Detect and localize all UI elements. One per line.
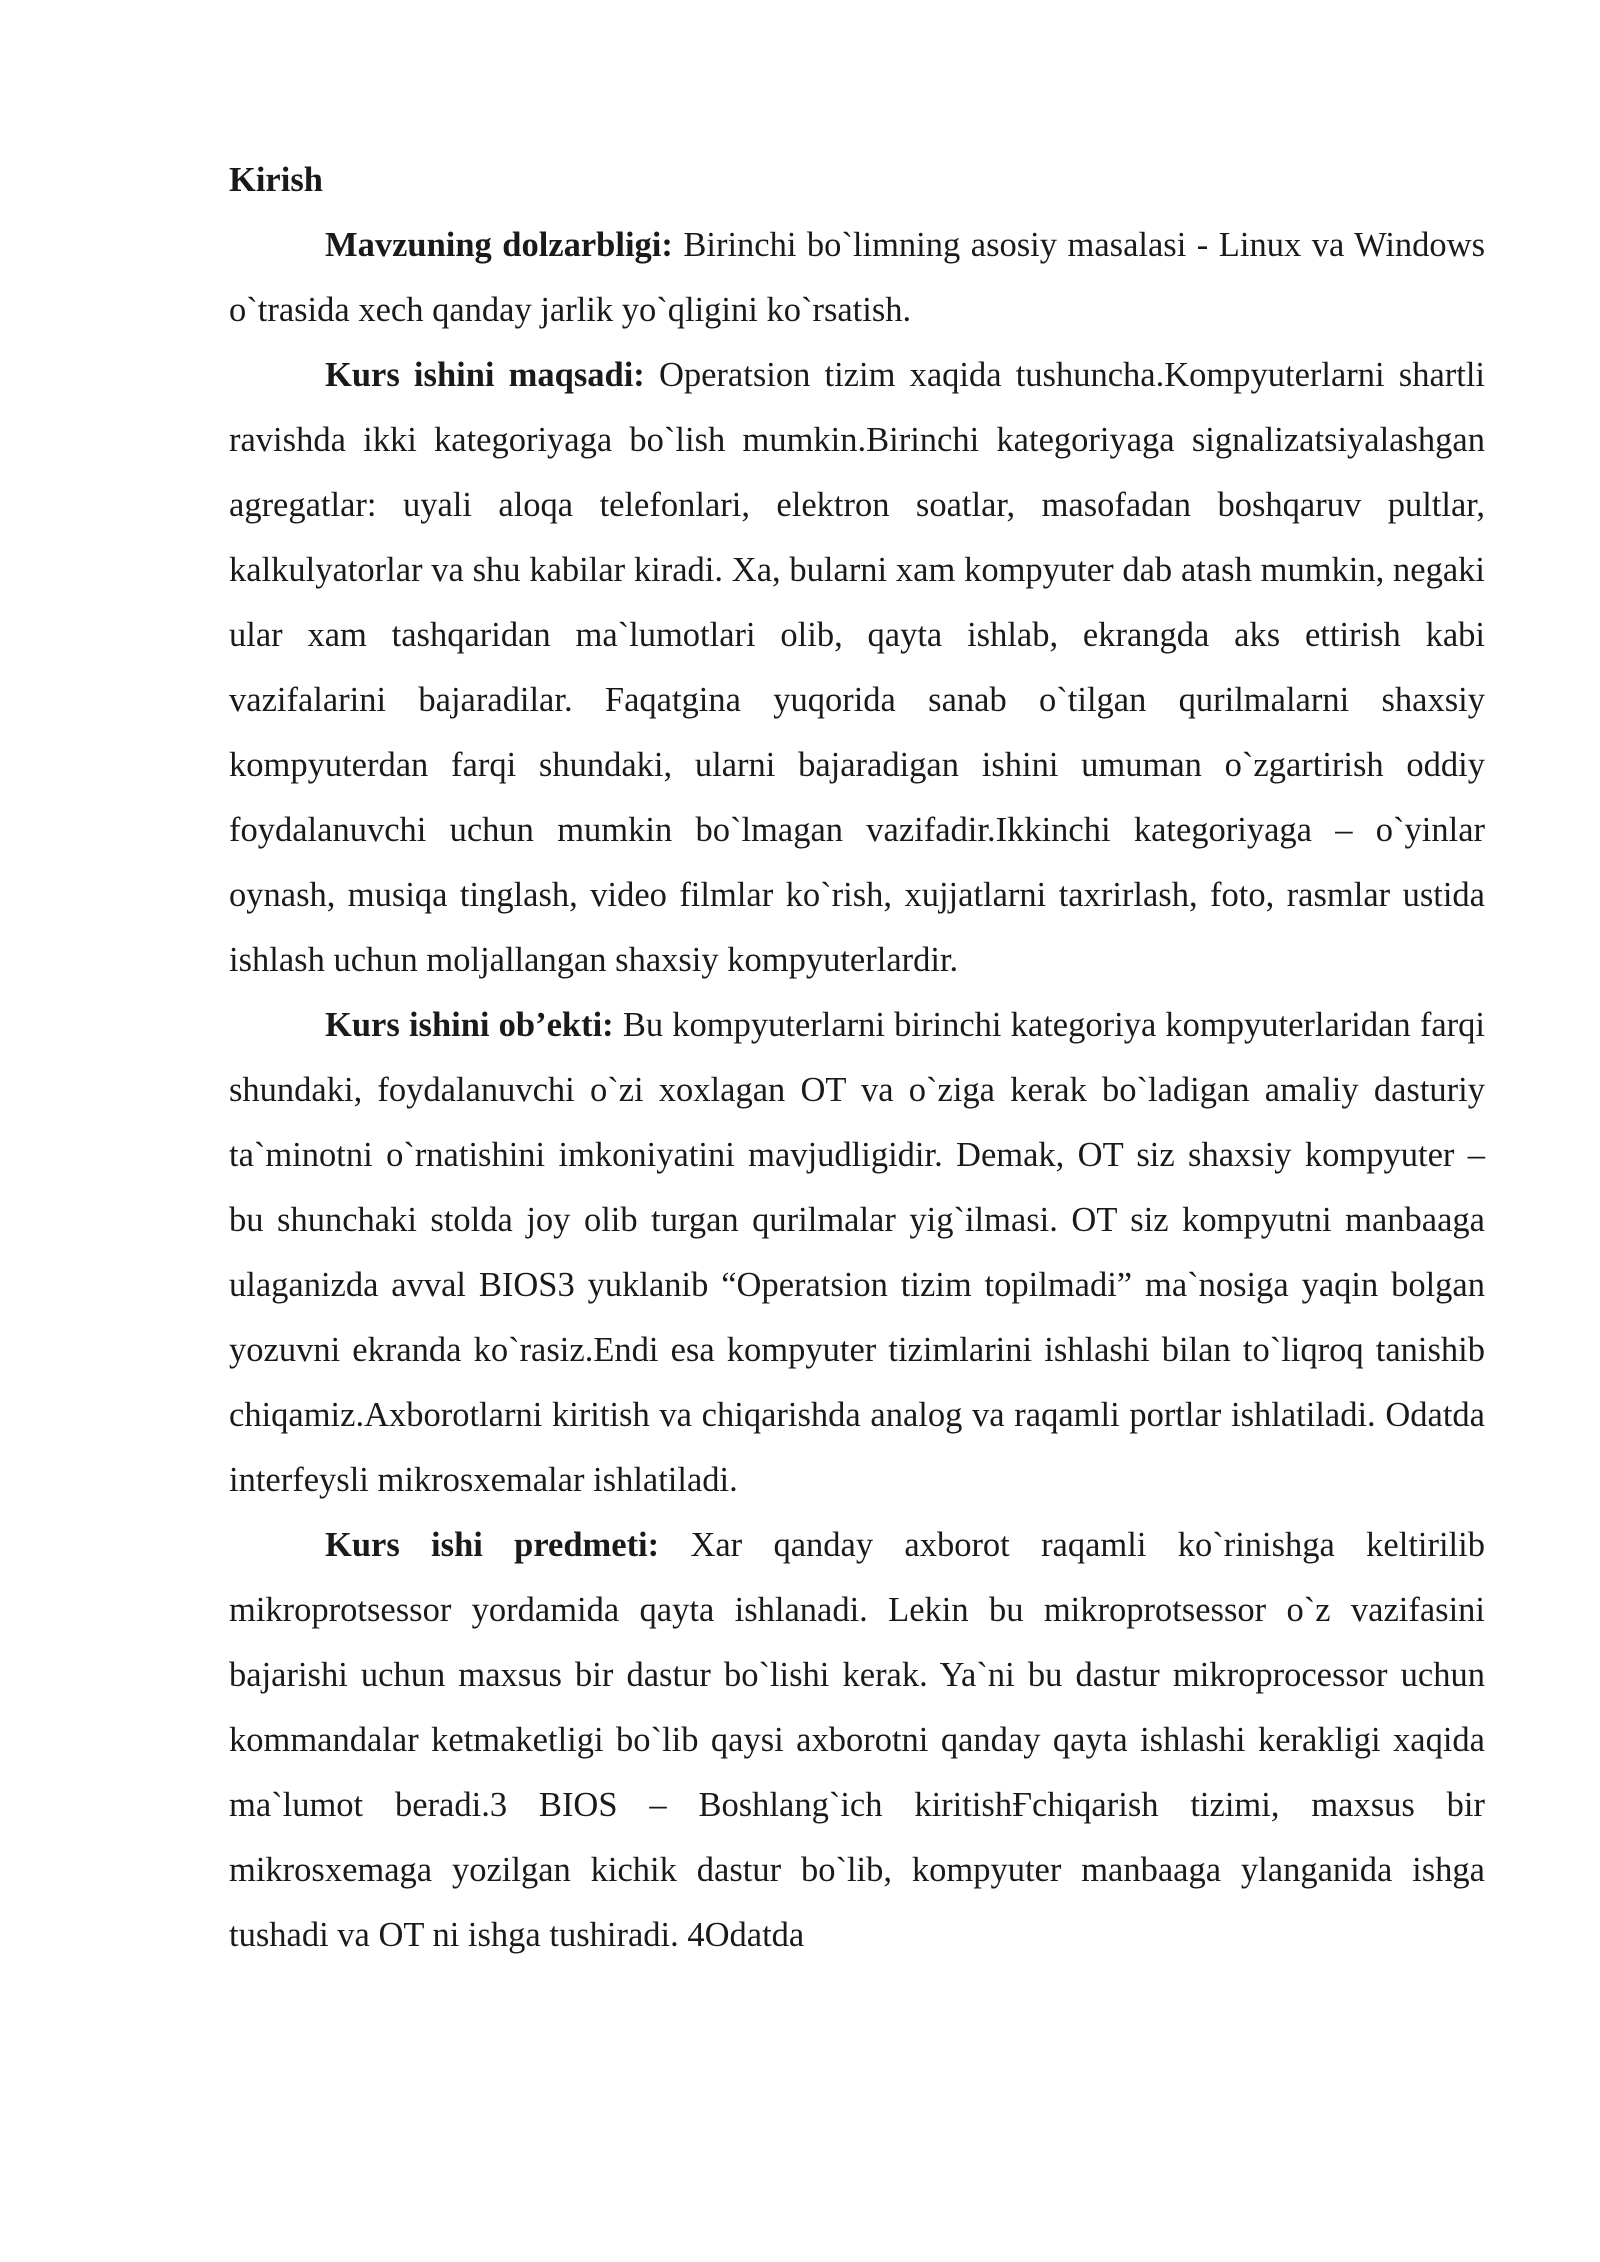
paragraph-goal	[229, 343, 1485, 993]
paragraph-label: Mavzuning dolzarbligi:	[325, 226, 673, 264]
paragraph-object	[229, 993, 1485, 1513]
paragraph-text: Birinchi bo`limning asosiy masalasi - Linux va Windows o`trasida xech qanday jarlik yo`qligini ko`rsatish.	[229, 226, 1485, 329]
document-page	[229, 148, 1485, 1968]
paragraph-label: Kurs ishi predmeti:	[325, 1526, 660, 1564]
paragraph-relevance	[229, 213, 1485, 343]
paragraph-subject	[229, 1513, 1485, 1968]
paragraph-label: Kurs ishini ob’ekti:	[325, 1006, 614, 1044]
paragraph-text: Operatsion tizim xaqida tushuncha.Kompyuterlarni shartli ravishda ikki kategoriyaga bo`lish mumkin.Birinchi kategoriyaga signalizatsiyalashgan agregatlar: uyali aloqa telefonlari, elektron soatlar, masofadan boshqaruv pultlar, kalkulyatorlar va shu kabilar kiradi. Xa, bularni xam kompyuter dab atash mumkin, negaki ular xam tashqaridan ma`lumotlari olib, qayta ishlab, ekrangda aks ettirish kabi vazifalarini bajaradilar. Faqatgina yuqorida sanab o`tilgan qurilmalarni shaxsiy kompyuterdan farqi shundaki, ularni bajaradigan ishini umuman o`zgartirish oddiy foydalanuvchi uchun mumkin bo`lmagan vazifadir.Ikkinchi kategoriyaga – o`yinlar oynash, musiqa tinglash, video filmlar ko`rish, xujjatlarni taxrirlash, foto, rasmlar ustida ishlash uchun moljallangan shaxsiy kompyuterlardir.	[229, 356, 1485, 979]
paragraph-text: Bu kompyuterlarni birinchi kategoriya kompyuterlaridan farqi shundaki, foydalanuvchi o`zi xoxlagan OT va o`ziga kerak bo`ladigan amaliy dasturiy ta`minotni o`rnatishini imkoniyatini mavjudligidir. Demak, OT siz shaxsiy kompyuter – bu shunchaki stolda joy olib turgan qurilmalar yig`ilmasi. OT siz kompyutni manbaaga ulaganizda avval BIOS3 yuklanib “Operatsion tizim topilmadi” ma`nosiga yaqin bolgan yozuvni ekranda ko`rasiz.Endi esa kompyuter tizimlarini ishlashi bilan to`liqroq tanishib chiqamiz.Axborotlarni kiritish va chiqarishda analog va raqamli portlar ishlatiladi. Odatda interfeysli mikrosxemalar ishlatiladi.	[229, 1006, 1485, 1499]
section-heading: Kirish	[229, 161, 323, 199]
paragraph-text: Xar qanday axborot raqamli ko`rinishga keltirilib mikroprotsessor yordamida qayta ishlanadi. Lekin bu mikroprotsessor o`z vazifasini bajarishi uchun maxsus bir dastur bo`lishi kerak. Ya`ni bu dastur mikroprocessor uchun kommandalar ketmaketligi bo`lib qaysi axborotni qanday qayta ishlashi kerakligi xaqida ma`lumot beradi.3 BIOS – Boshlang`ich kiritishҒchiqarish tizimi, maxsus bir mikrosxemaga yozilgan kichik dastur bo`lib, kompyuter manbaaga ylanganida ishga tushadi va OT ni ishga tushiradi. 4Odatda	[229, 1526, 1485, 1954]
paragraph-label: Kurs ishini maqsadi:	[325, 356, 645, 394]
